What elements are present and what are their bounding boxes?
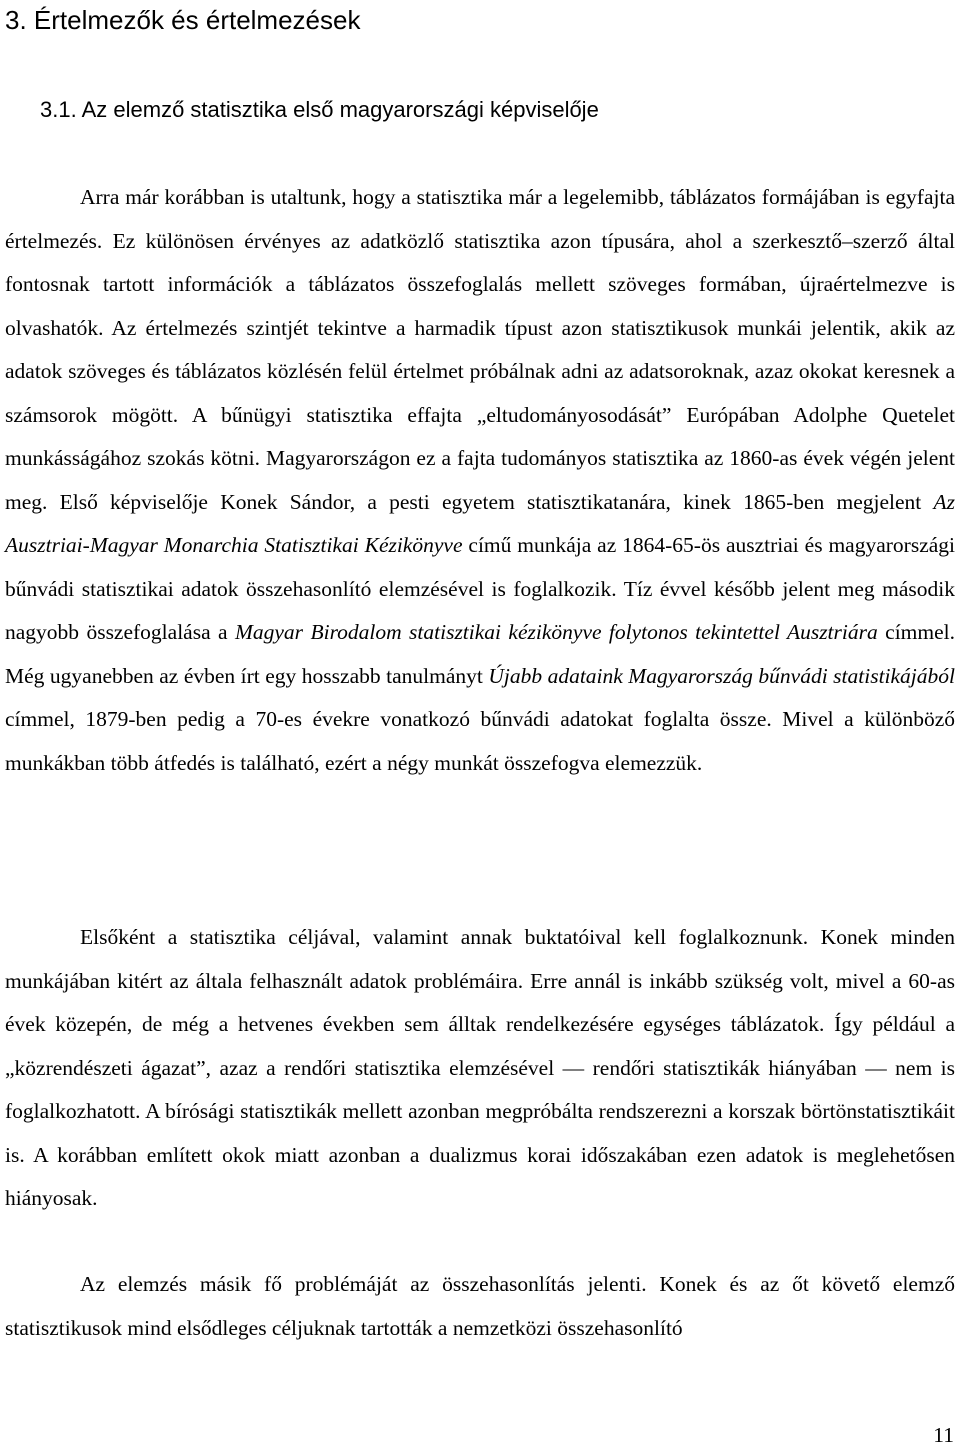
paragraph-1-text-c: címmel. Még ugyanebben az évben írt egy hosszabb tanulmányt — [5, 620, 956, 688]
paragraph-1-text-d: címmel, 1879-ben pedig a 70-es évekre vonatkozó bűnvádi adatokat foglalta össze. Mivel a különböző munkákban több átfedés is található, ezért a négy munkát összefogva elemezzük. — [5, 707, 955, 775]
study-title-ujabb-adataink: Újabb adataink Magyarország bűnvádi statistikájából — [488, 663, 956, 688]
book-title-magyar-birodalom: Magyar Birodalom statisztikai kézikönyve folytonos tekintettel Ausztriára — [234, 620, 878, 644]
paragraph-1-text-b: című munkája az 1864-65-ös ausztriai és magyarországi bűnvádi statisztikai adatok összehasonlító elemzésével is foglalkozik. Tíz évvel később jelent meg második nagyobb összefoglalása a — [5, 533, 955, 644]
paragraph-3: Az elemzés másik fő problémáját az összehasonlítás jelenti. Konek és az őt követő elemző statisztikusok mind elsődleges céljuknak tartották a nemzetközi összehasonlító — [5, 1272, 955, 1340]
paragraph-2: Elsőként a statisztika céljával, valamint annak buktatóival kell foglalkoznunk. Konek minden munkájában kitért az általa felhasznált adatok problémáira. Erre annál is inkább szükség volt, mivel a 60-as évek közepén, de még a hetvenes években sem álltak rendelkezésére egységes táblázatok. Így például a „közrendészeti ágazat”, azaz a rendőri statisztika elemzésével ― rendőri statisztikák hiányában ― nem is foglalkozhatott. A bírósági statisztikák mellett azonban megpróbálta rendszerezni a korszak börtönstatisztikáit is. A korábban említett okok miatt azonban a dualizmus korai időszakában ezen adatok is meglehetősen hiányosak. — [5, 925, 955, 1210]
paragraph-1 — [5, 176, 955, 785]
paragraph-1-text-a: Arra már korábban is utaltunk, hogy a statisztika már a legelemibb, táblázatos formájában is egyfajta értelmezés. Ez különösen érvényes az adatközlő statisztika azon típusára, ahol a szerkesztő–szerző által fontosnak tartott információk a táblázatos összefoglalás mellett szöveges formában, újraértelmezve is olvashatók. Az értelmezés szintjét tekintve a harmadik típust azon statisztikusok munkái jelentik, akik az adatok szöveges és táblázatos közlésén felül értelmet próbálnak adni az adatsoroknak, azaz okokat keresnek a számsorok mögött. A bűnügyi statisztika effajta „eltudományosodását” Európában Adolphe Quetelet munkásságához szokás kötni. Magyarországon ez a fajta tudományos statisztika az 1860-as évek végén jelent meg. Első képviselője Konek Sándor, a pesti egyetem statisztikatanára, kinek 1865-ben megjelent — [5, 185, 955, 514]
section-heading: 3.1. Az elemző statisztika első magyarországi képviselője — [40, 97, 599, 122]
book-title-statisztikai-kezikonyve: Az Ausztriai-Magyar Monarchia Statisztikai Kézikönyve — [5, 489, 955, 557]
chapter-heading: 3. Értelmezők és értelmezések — [5, 5, 361, 35]
page-number: 11 — [933, 1423, 954, 1447]
